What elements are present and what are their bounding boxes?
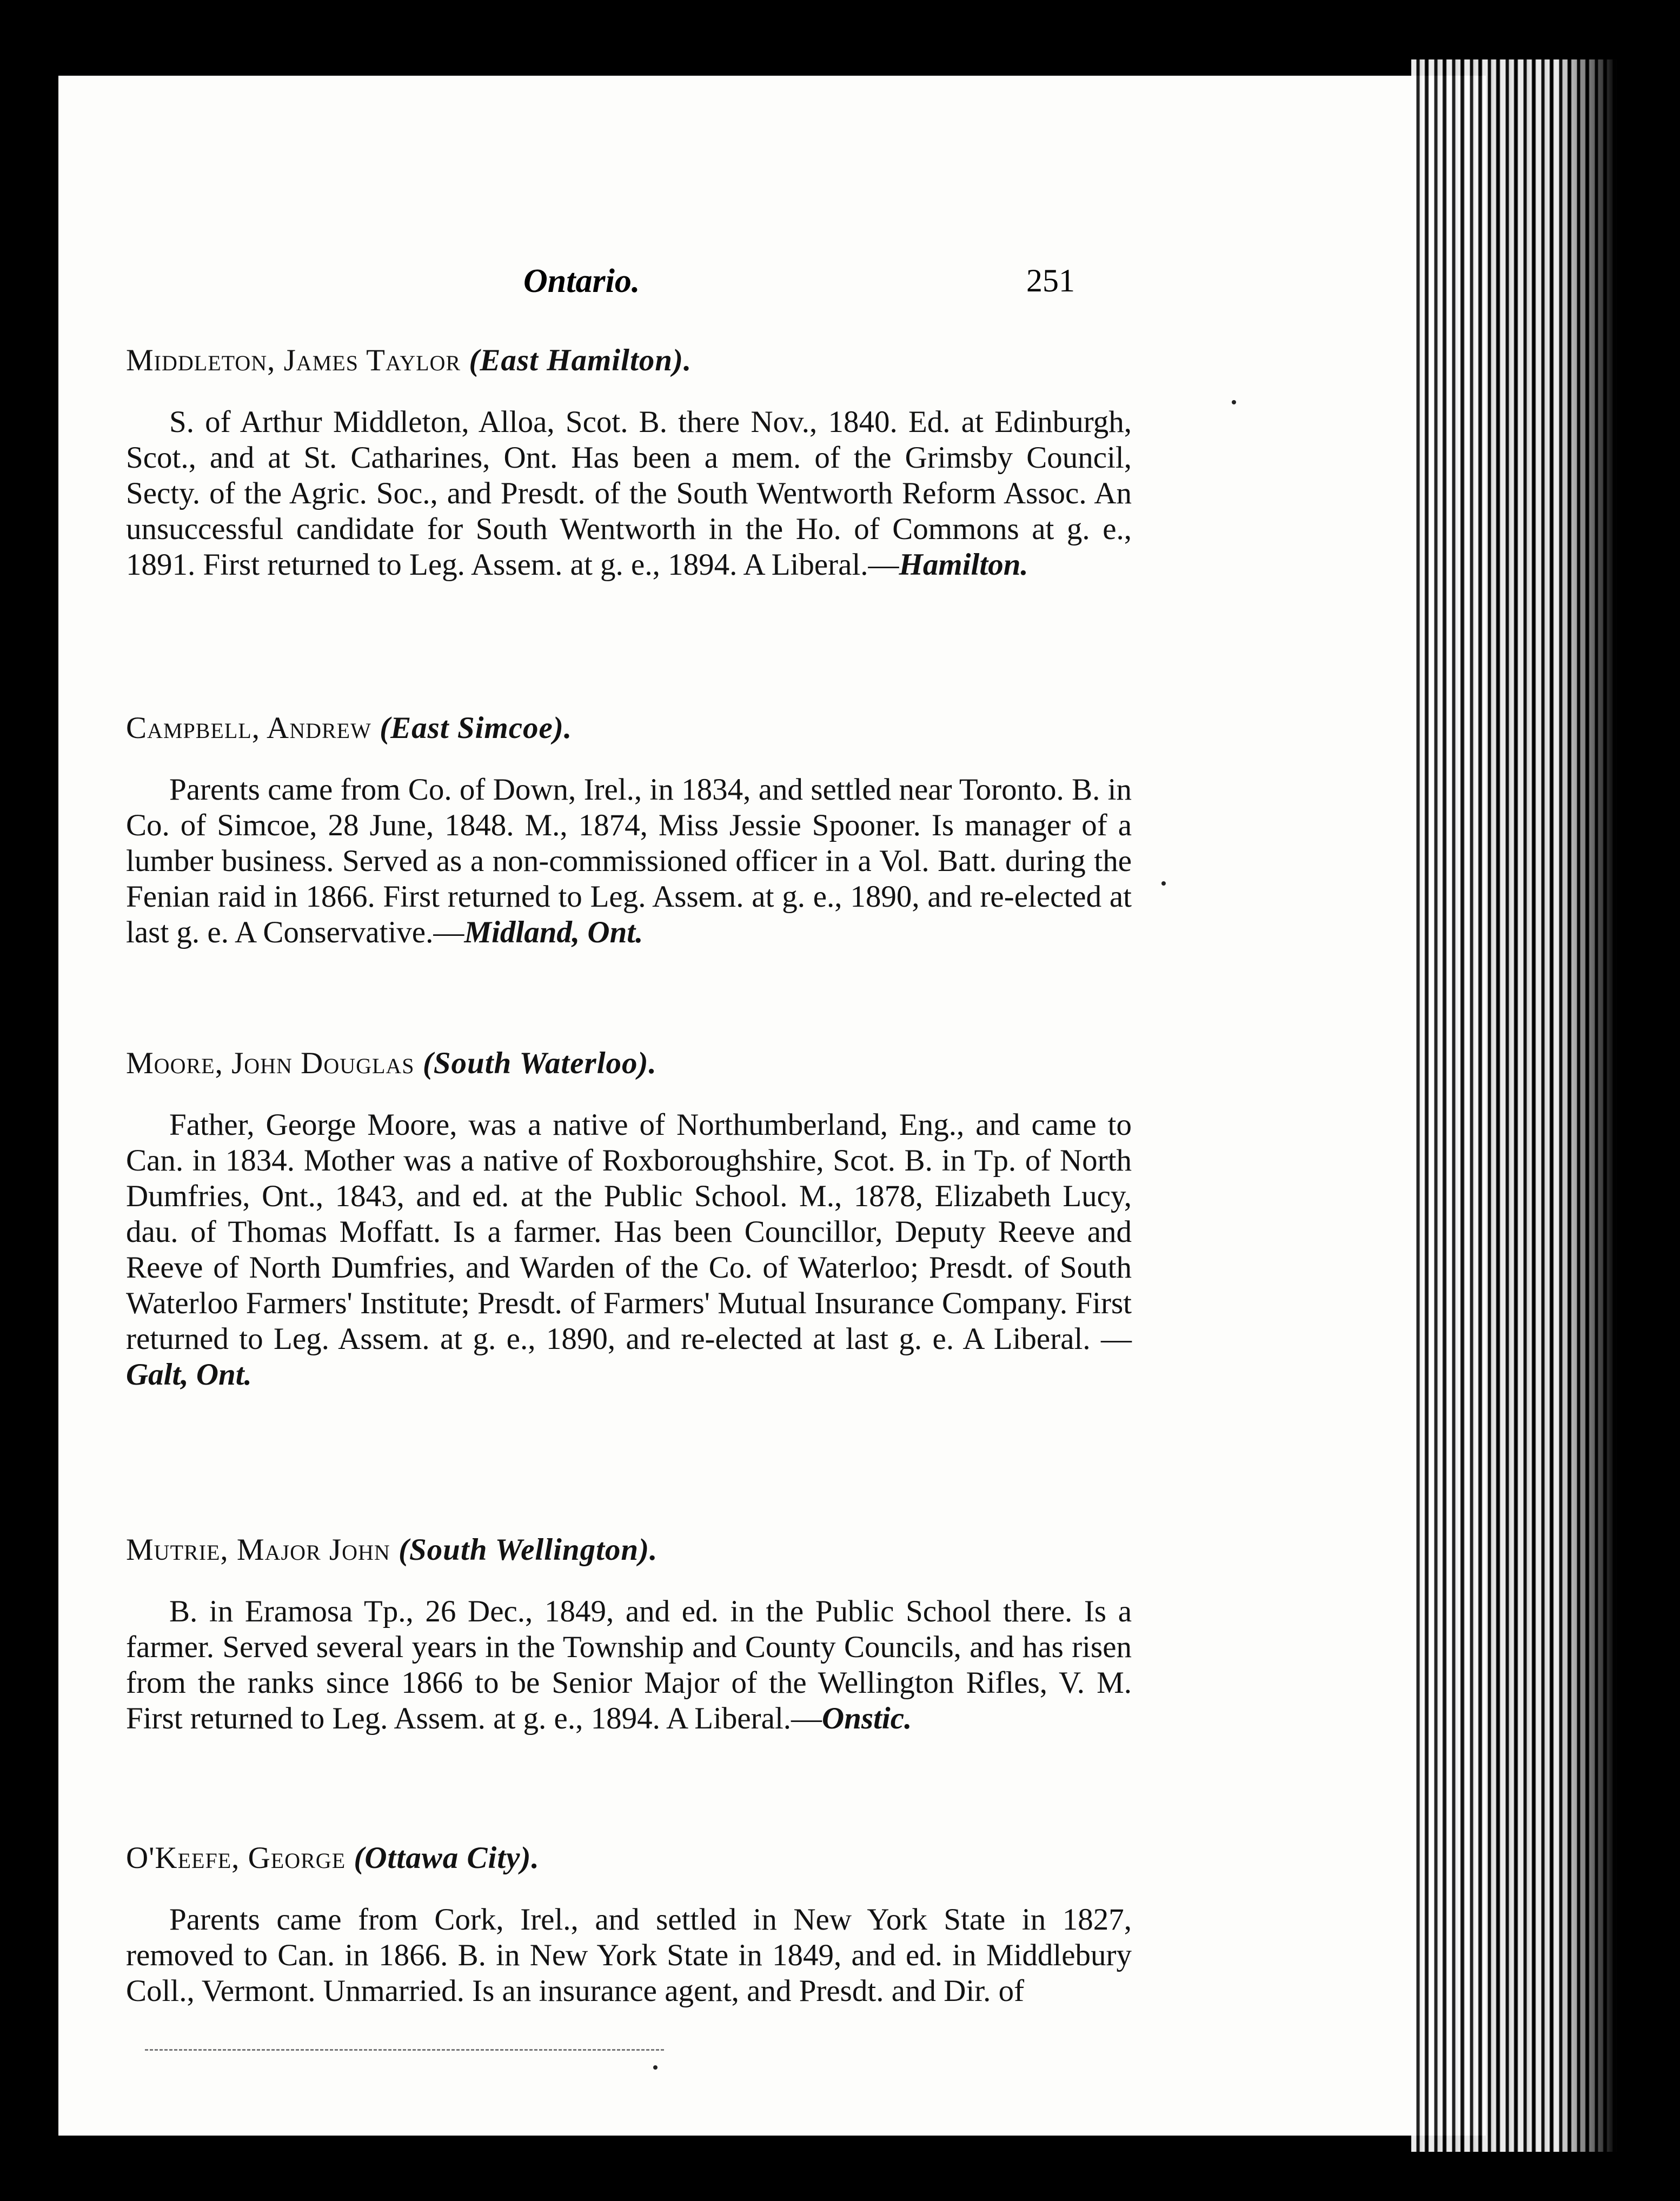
constituency: (South Wellington).	[398, 1533, 658, 1567]
running-head	[58, 262, 1172, 311]
member-name: Moore, John Douglas	[126, 1046, 415, 1080]
biography-entry	[126, 708, 1132, 950]
entry-heading	[126, 1043, 1132, 1083]
biography-entry	[126, 1043, 1132, 1393]
entry-address: Onstic.	[822, 1701, 912, 1735]
entry-body: Parents came from Cork, Irel., and settled in New York State in 1827, removed to Can. in 1866. B. in New York State in 1849, and ed. in Middlebury Coll., Vermont. Unmarried. Is an insurance agent, and Presdt. and Dir. of	[126, 1903, 1132, 2008]
entry-heading	[126, 341, 1132, 381]
biography-entry	[126, 341, 1132, 583]
running-head-title: Ontario.	[523, 263, 640, 300]
member-name: Mutrie, Major John	[126, 1533, 390, 1567]
constituency: (East Hamilton).	[469, 343, 692, 377]
entry-text	[126, 1902, 1132, 2009]
constituency: (East Simcoe).	[380, 711, 573, 745]
ink-speck	[1161, 881, 1166, 886]
entry-text	[126, 772, 1132, 950]
constituency: (Ottawa City).	[354, 1841, 540, 1875]
member-name: Middleton, James Taylor	[126, 343, 461, 377]
entry-text	[126, 1594, 1132, 1737]
entry-address: Hamilton.	[899, 548, 1028, 582]
book-page	[58, 76, 1486, 2136]
page-number: 251	[1026, 263, 1075, 298]
entry-address: Midland, Ont.	[464, 915, 643, 949]
entry-heading	[126, 1838, 1132, 1878]
constituency: (South Waterloo).	[422, 1046, 657, 1080]
entry-heading	[126, 1530, 1132, 1570]
entry-text	[126, 404, 1132, 583]
entry-address: Galt, Ont.	[126, 1358, 252, 1392]
book-edge-shadow	[1557, 59, 1617, 2152]
entry-text	[126, 1107, 1132, 1393]
entry-body: S. of Arthur Middleton, Alloa, Scot. B. there Nov., 1840. Ed. at Edinburgh, Scot., and at St. Catharines, Ont. Has been a mem. of the Grimsby Council, Secty. of the Agric. Soc., and Presdt. of the South Wentworth Reform Assoc. An unsuccessful candidate for South Wentworth in the Ho. of Commons at g. e., 1891. First returned to Leg. Assem. at g. e., 1894. A Liberal.—	[126, 405, 1132, 582]
biography-entry	[126, 1530, 1132, 1737]
entry-heading	[126, 708, 1132, 748]
member-name: O'Keefe, George	[126, 1841, 346, 1875]
entry-body: B. in Eramosa Tp., 26 Dec., 1849, and ed. in the Public School there. Is a farmer. Served several years in the Township and County Councils, and has risen from the ranks since 1866 to be Senior Major of the Wellington Rifles, V. M. First returned to Leg. Assem. at g. e., 1894. A Liberal.—	[126, 1594, 1132, 1735]
bottom-rule	[145, 2049, 664, 2051]
ink-speck	[1232, 400, 1236, 404]
member-name: Campbell, Andrew	[126, 711, 371, 745]
entry-body: Father, George Moore, was a native of Northumberland, Eng., and came to Can. in 1834. Mother was a native of Roxboroughshire, Scot. B. in Tp. of North Dumfries, Ont., 1843, and ed. at the Public School. M., 1878, Elizabeth Lucy, dau. of Thomas Moffatt. Is a farmer. Has been Councillor, Deputy Reeve and Reeve of North Dumfries, and Warden of the Co. of Waterloo; Presdt. of South Waterloo Farmers' Institute; Presdt. of Farmers' Mutual Insurance Company. First returned to Leg. Assem. at g. e., 1890, and re-elected at last g. e. A Liberal. —	[126, 1108, 1132, 1356]
biography-entry	[126, 1838, 1132, 2009]
ink-speck	[653, 2065, 658, 2070]
entry-body: Parents came from Co. of Down, Irel., in 1834, and settled near Toronto. B. in Co. of Simcoe, 28 June, 1848. M., 1874, Miss Jessie Spooner. Is manager of a lumber business. Served as a non-commissioned officer in a Vol. Batt. during the Fenian raid in 1866. First returned to Leg. Assem. at g. e., 1890, and re-elected at last g. e. A Conservative.—	[126, 773, 1132, 949]
